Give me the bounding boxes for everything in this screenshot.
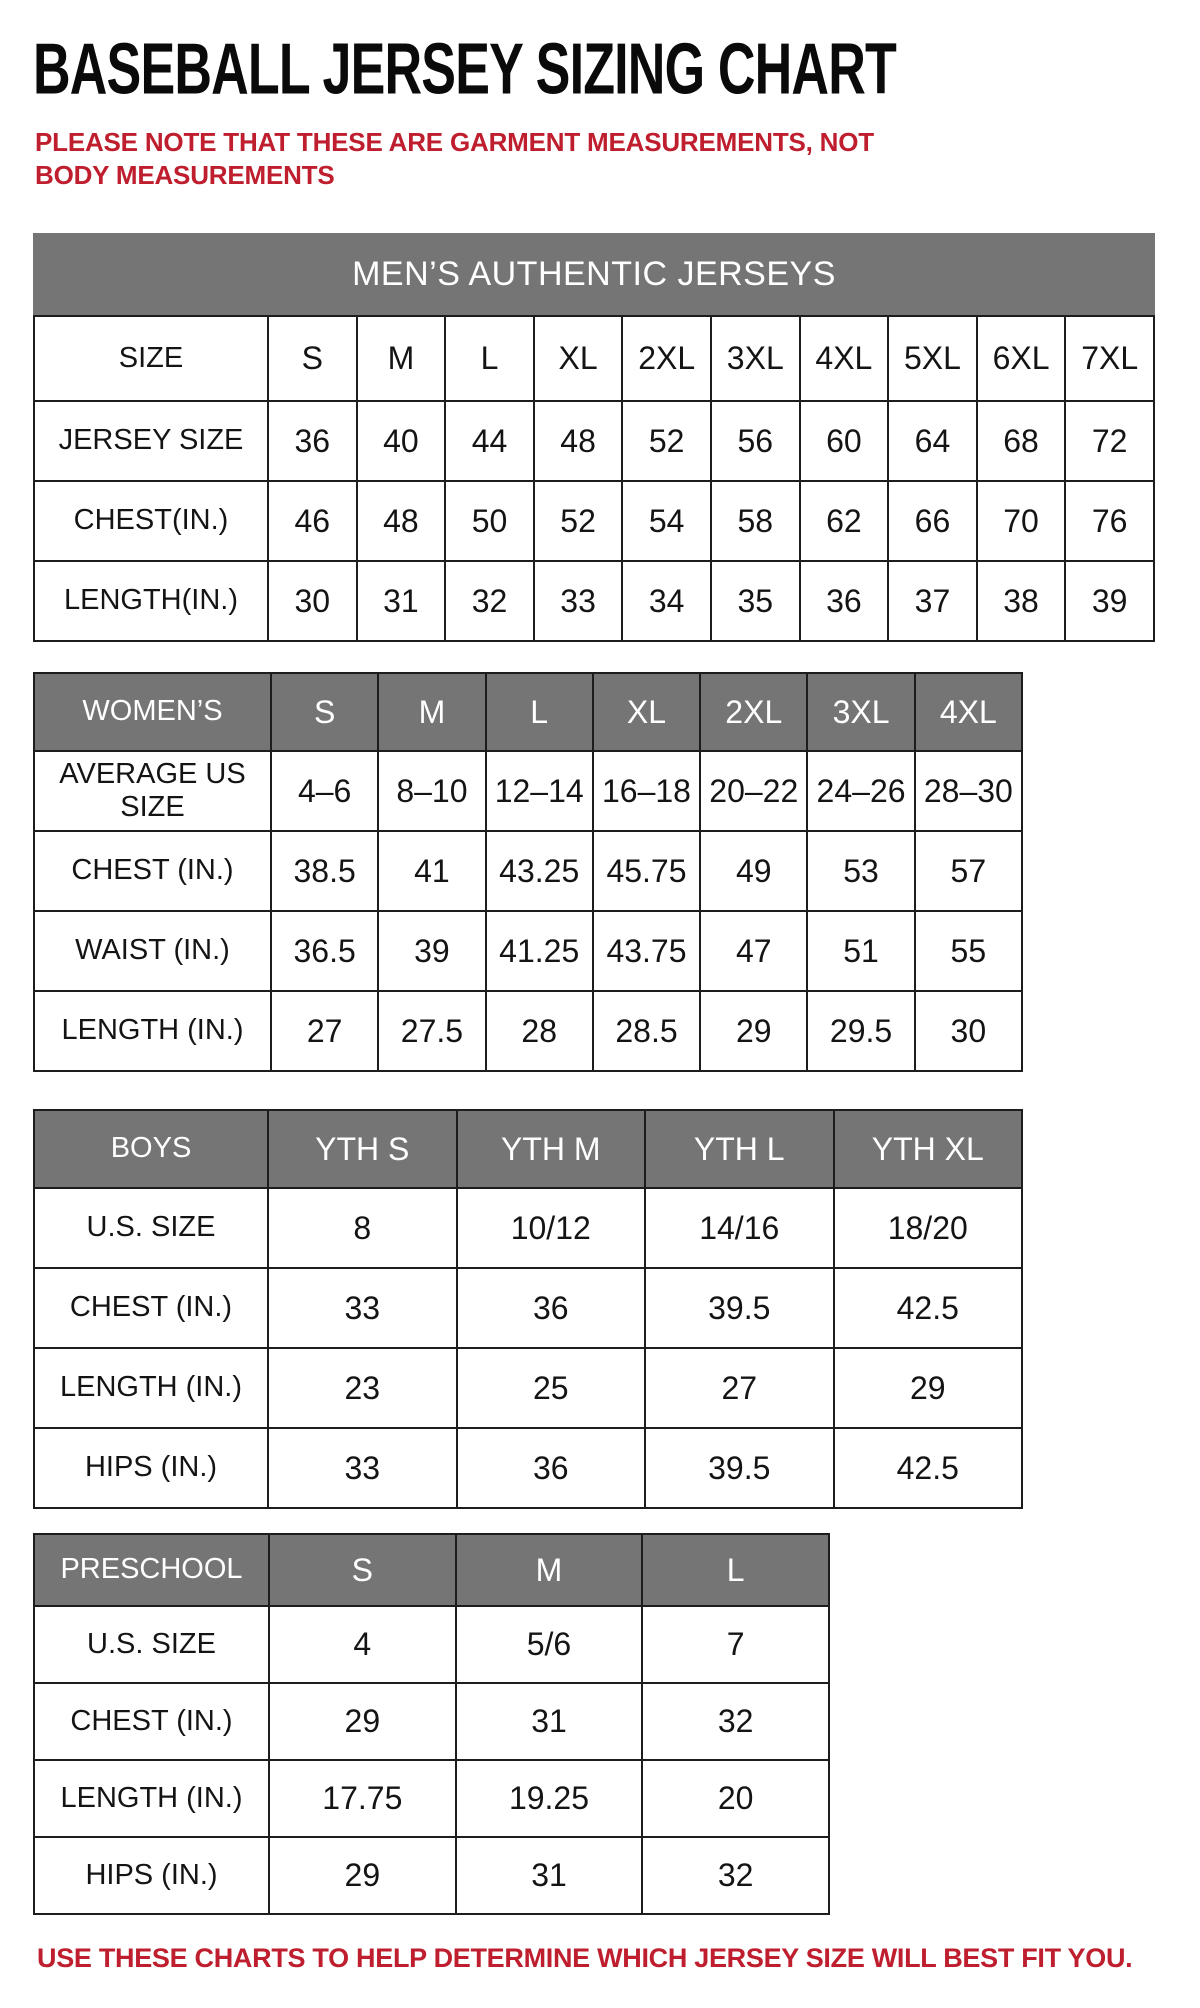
mens-table-banner: MEN’S AUTHENTIC JERSEYS [33, 233, 1155, 315]
size-value-cell: 76 [1065, 481, 1154, 561]
size-value-cell: 56 [711, 401, 800, 481]
size-value-cell: 47 [700, 911, 807, 991]
row-label: U.S. SIZE [34, 1188, 268, 1268]
size-value-cell: 62 [800, 481, 889, 561]
womens-sizing-table-section [33, 672, 1023, 1072]
size-value-cell: 41 [378, 831, 485, 911]
size-value-cell: 18/20 [834, 1188, 1023, 1268]
size-column-header: 2XL [700, 673, 807, 751]
table-row [34, 401, 1154, 481]
size-value-cell: 16–18 [593, 751, 700, 831]
size-column-header: YTH M [457, 1110, 646, 1188]
size-value-cell: 27.5 [378, 991, 485, 1071]
size-value-cell: 10/12 [457, 1188, 646, 1268]
footer-note: USE THESE CHARTS TO HELP DETERMINE WHICH JERSEY SIZE WILL BEST FIT YOU. [37, 1943, 1133, 1973]
size-value-cell: 30 [268, 561, 357, 641]
size-value-cell: 36 [268, 401, 357, 481]
header-row [34, 1534, 829, 1606]
size-value-cell: 28–30 [915, 751, 1022, 831]
size-value-cell: 46 [268, 481, 357, 561]
preschool-table-title-cell: PRESCHOOL [34, 1534, 269, 1606]
preschool-sizing-table [33, 1533, 830, 1915]
size-value-cell: 29 [700, 991, 807, 1071]
size-value-cell: 31 [357, 561, 446, 641]
size-column-header: YTH S [268, 1110, 457, 1188]
size-value-cell: 37 [888, 561, 977, 641]
row-label: WAIST (IN.) [34, 911, 271, 991]
size-value-cell: 42.5 [834, 1268, 1023, 1348]
size-value-cell: 53 [807, 831, 914, 911]
womens-sizing-table [33, 672, 1023, 1072]
size-column-header: 4XL [800, 316, 889, 401]
page-title-text: BASEBALL JERSEY SIZING CHART [33, 29, 896, 110]
size-column-header: XL [534, 316, 623, 401]
table-row [34, 1268, 1022, 1348]
size-value-cell: 17.75 [269, 1760, 456, 1837]
size-column-header: 2XL [622, 316, 711, 401]
table-row [34, 831, 1022, 911]
size-value-cell: 12–14 [486, 751, 593, 831]
size-value-cell: 39 [1065, 561, 1154, 641]
size-value-cell: 49 [700, 831, 807, 911]
size-value-cell: 51 [807, 911, 914, 991]
size-value-cell: 4–6 [271, 751, 378, 831]
table-row [34, 1428, 1022, 1508]
table-row [34, 561, 1154, 641]
size-value-cell: 52 [534, 481, 623, 561]
size-column-header: 3XL [711, 316, 800, 401]
row-label: CHEST(IN.) [34, 481, 268, 561]
size-value-cell: 54 [622, 481, 711, 561]
page-title [33, 29, 1182, 116]
row-label: LENGTH (IN.) [34, 991, 271, 1071]
row-label: LENGTH(IN.) [34, 561, 268, 641]
size-value-cell: 8 [268, 1188, 457, 1268]
size-column-header: 5XL [888, 316, 977, 401]
size-value-cell: 28 [486, 991, 593, 1071]
size-value-cell: 36.5 [271, 911, 378, 991]
size-value-cell: 7 [642, 1606, 829, 1683]
table-row [34, 911, 1022, 991]
size-column-header: YTH L [645, 1110, 834, 1188]
size-column-header: S [268, 316, 357, 401]
table-row [34, 1683, 829, 1760]
size-column-header: M [456, 1534, 643, 1606]
size-column-header: YTH XL [834, 1110, 1023, 1188]
size-value-cell: 41.25 [486, 911, 593, 991]
size-value-cell: 25 [457, 1348, 646, 1428]
size-value-cell: 66 [888, 481, 977, 561]
size-value-cell: 52 [622, 401, 711, 481]
size-value-cell: 68 [977, 401, 1066, 481]
row-label: HIPS (IN.) [34, 1428, 268, 1508]
table-row [34, 991, 1022, 1071]
size-value-cell: 36 [457, 1268, 646, 1348]
size-value-cell: 43.25 [486, 831, 593, 911]
size-value-cell: 29 [269, 1837, 456, 1914]
size-column-header: L [486, 673, 593, 751]
row-label: CHEST (IN.) [34, 1268, 268, 1348]
size-value-cell: 39 [378, 911, 485, 991]
size-value-cell: 48 [534, 401, 623, 481]
sizing-tables-container [33, 233, 1182, 1915]
size-value-cell: 27 [645, 1348, 834, 1428]
boys-sizing-table [33, 1109, 1023, 1509]
size-value-cell: 32 [445, 561, 534, 641]
size-value-cell: 29.5 [807, 991, 914, 1071]
size-value-cell: 27 [271, 991, 378, 1071]
size-value-cell: 33 [534, 561, 623, 641]
size-value-cell: 20–22 [700, 751, 807, 831]
table-row [34, 1606, 829, 1683]
size-column-header: L [445, 316, 534, 401]
size-value-cell: 33 [268, 1268, 457, 1348]
size-value-cell: 32 [642, 1683, 829, 1760]
size-value-cell: 14/16 [645, 1188, 834, 1268]
size-column-header: XL [593, 673, 700, 751]
row-label: HIPS (IN.) [34, 1837, 269, 1914]
boys-table-title-cell: BOYS [34, 1110, 268, 1188]
size-value-cell: 60 [800, 401, 889, 481]
row-label: U.S. SIZE [34, 1606, 269, 1683]
size-value-cell: 45.75 [593, 831, 700, 911]
size-value-cell: 43.75 [593, 911, 700, 991]
size-value-cell: 34 [622, 561, 711, 641]
size-value-cell: 38 [977, 561, 1066, 641]
row-label: CHEST (IN.) [34, 1683, 269, 1760]
boys-sizing-table-section [33, 1109, 1023, 1509]
size-value-cell: 38.5 [271, 831, 378, 911]
size-value-cell: 48 [357, 481, 446, 561]
size-value-cell: 57 [915, 831, 1022, 911]
size-column-header: M [378, 673, 485, 751]
size-value-cell: 42.5 [834, 1428, 1023, 1508]
size-value-cell: 29 [269, 1683, 456, 1760]
size-value-cell: 23 [268, 1348, 457, 1428]
size-value-cell: 39.5 [645, 1268, 834, 1348]
size-value-cell: 58 [711, 481, 800, 561]
size-value-cell: 39.5 [645, 1428, 834, 1508]
size-value-cell: 50 [445, 481, 534, 561]
size-column-header: M [357, 316, 446, 401]
size-value-cell: 32 [642, 1837, 829, 1914]
size-column-header: 4XL [915, 673, 1022, 751]
size-column-header: S [271, 673, 378, 751]
row-label: LENGTH (IN.) [34, 1348, 268, 1428]
size-value-cell: 36 [800, 561, 889, 641]
size-value-cell: 40 [357, 401, 446, 481]
size-value-cell: 4 [269, 1606, 456, 1683]
size-value-cell: 35 [711, 561, 800, 641]
size-column-header: L [642, 1534, 829, 1606]
size-value-cell: 36 [457, 1428, 646, 1508]
size-value-cell: 31 [456, 1683, 643, 1760]
row-label: AVERAGE US SIZE [34, 751, 271, 831]
row-label: JERSEY SIZE [34, 401, 268, 481]
garment-measurement-note: PLEASE NOTE THAT THESE ARE GARMENT MEASUREMENTS, NOT BODY MEASUREMENTS [35, 127, 874, 190]
row-label: CHEST (IN.) [34, 831, 271, 911]
size-value-cell: 5/6 [456, 1606, 643, 1683]
size-column-header: 7XL [1065, 316, 1154, 401]
mens-sizing-table [33, 315, 1155, 642]
size-value-cell: 19.25 [456, 1760, 643, 1837]
table-row [34, 481, 1154, 561]
womens-table-title-cell: WOMEN’S [34, 673, 271, 751]
mens-sizing-table-section [33, 233, 1155, 642]
size-value-cell: 29 [834, 1348, 1023, 1428]
table-row [34, 1837, 829, 1914]
size-value-cell: 70 [977, 481, 1066, 561]
size-value-cell: 33 [268, 1428, 457, 1508]
size-value-cell: 28.5 [593, 991, 700, 1071]
size-value-cell: 24–26 [807, 751, 914, 831]
row-label: LENGTH (IN.) [34, 1760, 269, 1837]
table-row [34, 1188, 1022, 1268]
preschool-sizing-table-section [33, 1533, 830, 1915]
size-value-cell: 30 [915, 991, 1022, 1071]
header-row [34, 1110, 1022, 1188]
size-value-cell: 44 [445, 401, 534, 481]
size-column-header: 6XL [977, 316, 1066, 401]
size-column-header: S [269, 1534, 456, 1606]
header-row [34, 673, 1022, 751]
table-row [34, 1348, 1022, 1428]
size-column-header: 3XL [807, 673, 914, 751]
size-value-cell: 31 [456, 1837, 643, 1914]
size-value-cell: 72 [1065, 401, 1154, 481]
mens-table-title-cell: SIZE [34, 316, 268, 401]
header-row [34, 316, 1154, 401]
table-row [34, 751, 1022, 831]
table-row [34, 1760, 829, 1837]
size-value-cell: 8–10 [378, 751, 485, 831]
size-value-cell: 20 [642, 1760, 829, 1837]
size-value-cell: 64 [888, 401, 977, 481]
size-value-cell: 55 [915, 911, 1022, 991]
